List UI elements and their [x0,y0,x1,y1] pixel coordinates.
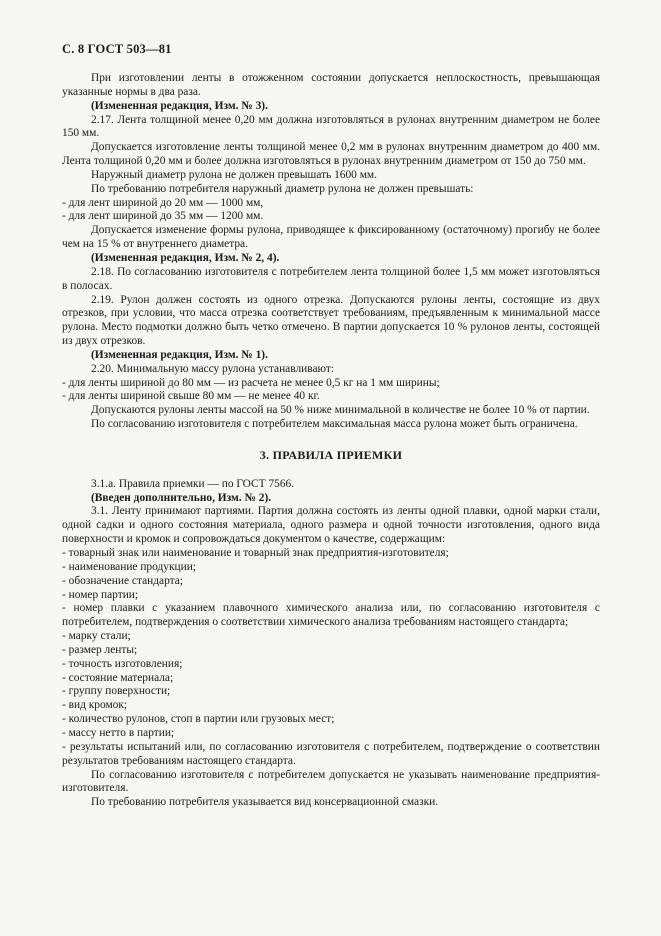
paragraph: По требованию потребителя указывается вид консервационной смазки. [91,796,439,809]
section-heading: 3. ПРАВИЛА ПРИЕМКИ [259,447,403,462]
paragraph: По требованию потребителя наружный диаметр рулона не должен превышать: [91,182,474,195]
list-item: - вид кромок; [62,699,128,712]
list-item: - обозначение стандарта; [62,574,183,587]
list-item: - для лент шириной до 20 мм — 1000 мм, [62,196,264,209]
paragraph: 2.17. Лента толщиной менее 0,20 мм должна изготовляться в рулонах внутренним диаметром не более 150 мм. [62,113,600,140]
list-item: - состояние материала; [62,671,174,684]
list-item: - группу поверхности; [62,685,171,698]
amendment-note: (Введен дополнительно, Изм. № 2). [91,491,272,504]
document-body [62,72,600,810]
paragraph: Допускается изменение формы рулона, приводящее к фиксированному (остаточному) прогибу не более чем на 15 % от внутреннего диаметра. [62,224,600,251]
list-item: - количество рулонов, стоп в партии или грузовых мест; [62,713,335,726]
paragraph: 2.18. По согласованию изготовителя с потребителем лента толщиной более 1,5 мм может изготовляться в полосах. [62,265,600,292]
paragraph: Допускается изготовление ленты толщиной менее 0,2 мм в рулонах внутренним диаметром до 400 мм. Лента толщиной 0,20 мм и более должна изготовляться в рулонах внутренним диаметром от 150 до 750 мм. [62,141,600,168]
paragraph: При изготовлении ленты в отожженном состоянии допускается неплоскостность, превышающая указанные нормы в два раза. [62,72,600,98]
list-item: - товарный знак или наименование и товарный знак предприятия-изготовителя; [62,547,449,559]
amendment-note: (Измененная редакция, Изм. № 2, 4). [91,251,280,264]
list-item: - марку стали; [62,630,131,643]
list-item: - для ленты шириной до 80 мм — из расчета не менее 0,5 кг на 1 мм ширины; [62,376,440,389]
list-item: - массу нетто в партии; [62,726,175,739]
list-item: - номер партии; [62,588,139,601]
paragraph: 2.20. Минимальную массу рулона устанавливают: [91,362,335,375]
list-item: - точность изготовления; [62,657,183,670]
list-item: - результаты испытаний или, по согласованию изготовителя с потребителем, подтверждение о соответствии результатов требованиям настоящего стандарта. [62,740,600,767]
amendment-note: (Измененная редакция, Изм. № 1). [91,348,268,361]
paragraph: Наружный диаметр рулона не должен превышать 1600 мм. [91,168,377,181]
paragraph: 2.19. Рулон должен состоять из одного отрезка. Допускаются рулоны ленты, состоящие из двух отрезков, при условии, что масса отрезка соответствует требованиям, предъявленным к минимальной массе рулона. Место подмотки должно быть четко отмечено. В партии допускается 10 % рулонов ленты, состоящей из двух отрезков. [62,293,600,348]
section-2-continuation [62,72,600,432]
page-header: С. 8 ГОСТ 503—81 [62,42,172,56]
paragraph: 3.1. Ленту принимают партиями. Партия должна состоять из ленты одной плавки, одной марки стали, одной садки и одного состояния материала, одного размера и одной точности изготовления, одного вида поверхности и кромок и сопровождаться документом о качестве, содержащим: [62,505,600,546]
list-item: - для ленты шириной свыше 80 мм — не менее 40 кг. [62,390,320,403]
paragraph: По согласованию изготовителя с потребителем допускается не указывать наименование предприятия-изготовителя. [62,768,600,795]
paragraph: По согласованию изготовителя с потребителем максимальная масса рулона может быть ограничена. [91,418,578,431]
list-item: - размер ленты; [62,643,138,656]
list-item: - номер плавки с указанием плавочного химического анализа или, по согласованию изготовителя с потребителем, подтверждения о соответствии химического анализа требованиям настоящего стандарта; [62,602,600,629]
list-item: - для лент шириной до 35 мм — 1200 мм. [62,210,264,223]
amendment-note: (Измененная редакция, Изм. № 3). [91,99,268,112]
paragraph: Допускаются рулоны ленты массой на 50 % ниже минимальной в количестве не более 10 % от партии. [91,404,590,417]
paragraph: 3.1.а. Правила приемки — по ГОСТ 7566. [91,477,295,490]
section-3-body [62,478,600,810]
list-item: - наименование продукции; [62,560,196,573]
